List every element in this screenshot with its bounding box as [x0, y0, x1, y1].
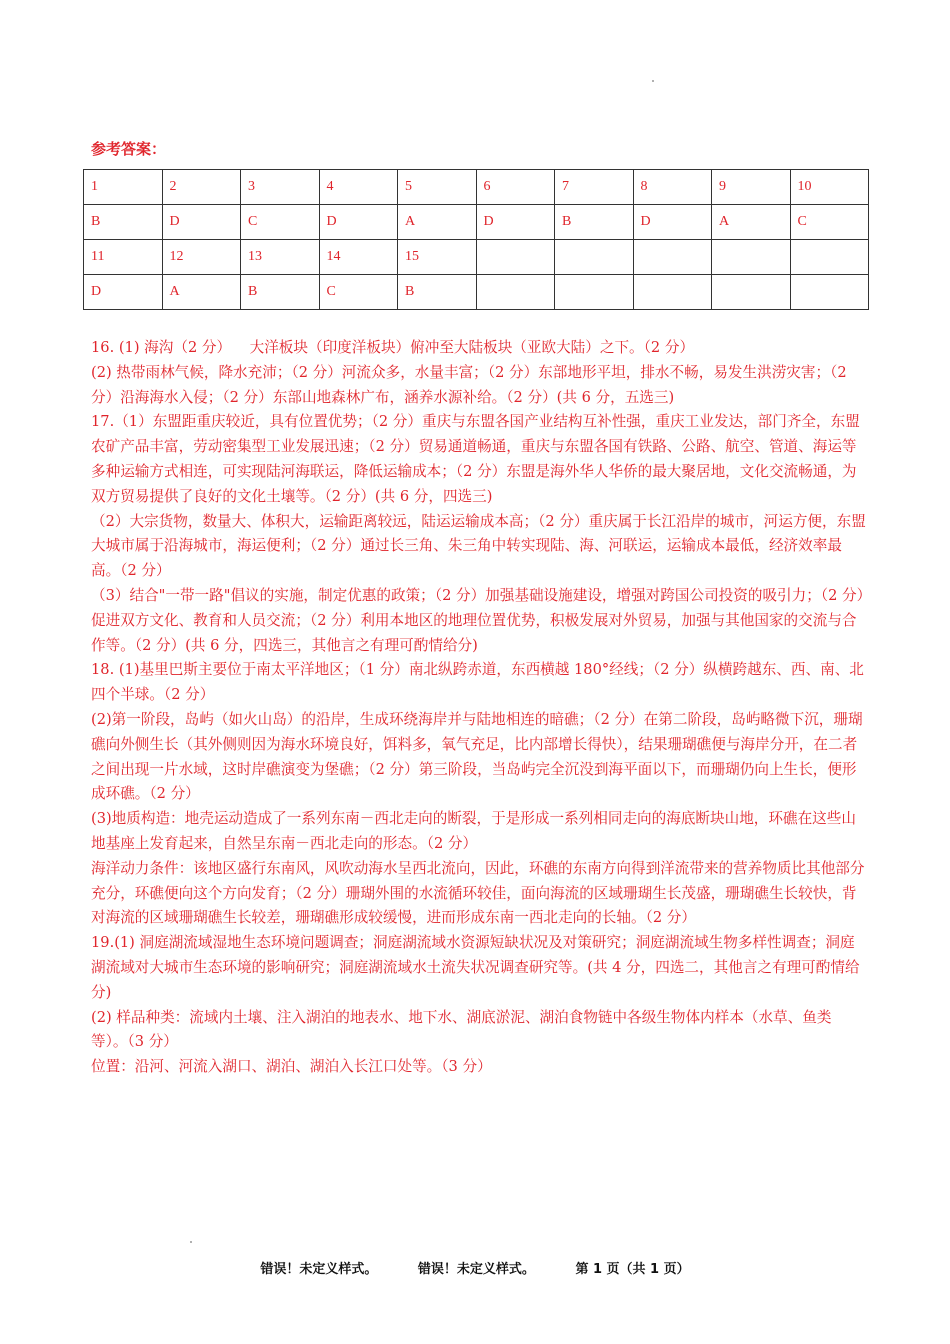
table-cell	[476, 240, 555, 275]
table-cell: D	[84, 275, 163, 310]
answer-title: 参考答案：	[91, 140, 167, 158]
table-cell: 1	[84, 170, 163, 205]
table-cell	[790, 240, 869, 275]
table-row	[84, 240, 869, 275]
table-cell: D	[319, 205, 398, 240]
table-cell	[555, 275, 634, 310]
table-row	[84, 205, 869, 240]
table-cell: 6	[476, 170, 555, 205]
table-cell: A	[398, 205, 477, 240]
table-cell: B	[84, 205, 163, 240]
answer-paragraph: (2) 样品种类：流域内土壤、注入湖泊的地表水、地下水、湖底淤泥、湖泊食物链中各级生物体内样本（水草、鱼类等）。（3 分）	[91, 1008, 832, 1051]
table-cell: A	[712, 205, 791, 240]
table-cell: 14	[319, 240, 398, 275]
table-cell: D	[476, 205, 555, 240]
table-cell: 9	[712, 170, 791, 205]
table-cell	[633, 240, 712, 275]
footer-error-1: 错误！未定义样式。	[260, 1262, 378, 1277]
answer-paragraph: 位置：沿河、河流入湖口、湖泊、湖泊入长江口处等。（3 分）	[91, 1058, 492, 1076]
answer-paragraph: 19.(1) 洞庭湖流域湿地生态环境问题调查；洞庭湖流域水资源短缺状况及对策研究；洞庭湖流域生物多样性调查；洞庭湖流域对大城市生态环境的影响研究；洞庭湖流域水土流失状况调查研究等。(共 4 分，四选二，其他言之有理可酌情给分)	[91, 934, 860, 1001]
table-cell: 3	[241, 170, 320, 205]
table-cell: 2	[162, 170, 241, 205]
table-cell: C	[790, 205, 869, 240]
table-cell: C	[319, 275, 398, 310]
table-cell: A	[162, 275, 241, 310]
table-cell	[790, 275, 869, 310]
table-cell: D	[633, 205, 712, 240]
answer-paragraph: (2)第一阶段，岛屿（如火山岛）的沿岸，生成环绕海岸并与陆地相连的暗礁；（2 分）在第二阶段，岛屿略微下沉，珊瑚礁向外侧生长（其外侧则因为海水环境良好，饵料多，氧气充足，比内部增长得快），结果珊瑚礁便与海岸分开，在二者之间出现一片水域，这时岸礁演变为堡礁；（2 分）第三阶段，当岛屿完全沉没到海平面以下，而珊瑚仍向上生长，便形成环礁。（2 分）	[91, 710, 863, 803]
answer-paragraph: 16. (1) 海沟（2 分） 大洋板块（印度洋板块）俯冲至大陆板块（亚欧大陆）之下。（2 分）	[91, 339, 695, 356]
table-row	[84, 170, 869, 205]
table-cell: B	[241, 275, 320, 310]
stray-dot	[652, 80, 654, 82]
footer-page-number: 第 1 页（共 1 页）	[575, 1262, 690, 1277]
table-row	[84, 275, 869, 310]
answer-paragraph: （3）结合"一带一路"倡议的实施，制定优惠的政策；（2 分）加强基础设施建设，增强对跨国公司投资的吸引力；（2 分）促进双方文化、教育和人员交流；（2 分）利用本地区的地理位置优势，积极发展对外贸易，加强与其他国家的交流与合作等。（2 分）(共 6 分，四选三，其他言之有理可酌情给分)	[91, 586, 864, 654]
stray-dot	[190, 1241, 192, 1243]
answer-paragraph: (3)地质构造：地壳运动造成了一系列东南－西北走向的断裂，于是形成一系列相同走向的海底断块山地，环礁在这些山地基座上发育起来，自然呈东南－西北走向的形态。（2 分）	[91, 810, 856, 852]
table-cell: B	[555, 205, 634, 240]
answer-paragraph: 海洋动力条件：该地区盛行东南风，风吹动海水呈西北流向，因此，环礁的东南方向得到洋流带来的营养物质比其他部分充分，环礁便向这个方向发育；（2 分）珊瑚外围的水流循环较佳，面向海流的区域珊瑚生长茂盛，珊瑚礁生长较快，背对海流的区域珊瑚礁生长较差，珊瑚礁形成较缓慢，进而形成东南一西北走向的长轴。（2 分）	[91, 859, 865, 927]
table-cell: 15	[398, 240, 477, 275]
footer-error-2: 错误！未定义样式。	[417, 1262, 535, 1277]
table-cell: 13	[241, 240, 320, 275]
answer-table	[83, 169, 869, 310]
table-cell: C	[241, 205, 320, 240]
answer-paragraph: 18. (1)基里巴斯主要位于南太平洋地区；（1 分）南北纵跨赤道，东西横越 180°经线；（2 分）纵横跨越东、西、南、北四个半球。（2 分）	[91, 661, 864, 704]
answer-table-body	[84, 170, 869, 310]
answer-paragraph: （2）大宗货物，数量大、体积大，运输距离较远，陆运运输成本高；（2 分）重庆属于长江沿岸的城市，河运方便，东盟大城市属于沿海城市，海运便利；（2 分）通过长三角、朱三角中转实现陆、海、河联运，运输成本最低，经济效率最高。（2 分）	[91, 512, 866, 580]
answer-paragraph: 17.（1）东盟距重庆较近，具有位置优势；（2 分）重庆与东盟各国产业结构互补性强，重庆工业发达，部门齐全，东盟农矿产品丰富，劳动密集型工业发展迅速；（2 分）贸易通道畅通，重庆与东盟各国有铁路、公路、航空、管道、海运等多种运输方式相连，可实现陆河海联运，降低运输成本；（2 分）东盟是海外华人华侨的最大聚居地，文化交流畅通，为双方贸易提供了良好的文化土壤等。（2 分）(共 6 分，四选三)	[91, 413, 860, 505]
table-cell	[633, 275, 712, 310]
table-cell: B	[398, 275, 477, 310]
table-cell: D	[162, 205, 241, 240]
answer-body	[91, 336, 866, 1080]
table-cell	[555, 240, 634, 275]
table-cell: 8	[633, 170, 712, 205]
table-cell: 4	[319, 170, 398, 205]
table-cell	[712, 240, 791, 275]
table-cell: 10	[790, 170, 869, 205]
table-cell: 11	[84, 240, 163, 275]
table-cell: 12	[162, 240, 241, 275]
table-cell: 5	[398, 170, 477, 205]
answer-paragraph: (2) 热带雨林气候，降水充沛；（2 分）河流众多，水量丰富；（2 分）东部地形平坦，排水不畅，易发生洪涝灾害；（2 分）沿海海水入侵；（2 分）东部山地森林广布，涵养水源补给。（2 分）(共 6 分，五选三)	[91, 363, 852, 406]
table-cell: 7	[555, 170, 634, 205]
page-footer	[0, 1258, 950, 1277]
table-cell	[476, 275, 555, 310]
table-cell	[712, 275, 791, 310]
